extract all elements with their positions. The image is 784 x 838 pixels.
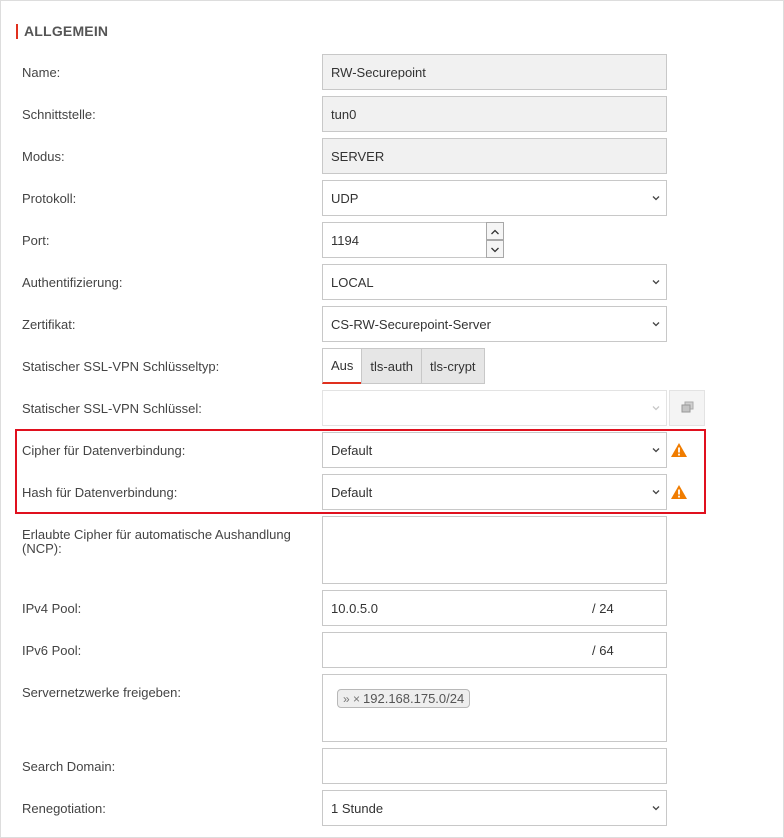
search-domain-input[interactable] (322, 748, 667, 784)
zertifikat-label: Zertifikat: (22, 317, 76, 332)
section-header (16, 22, 108, 40)
port-stepper (322, 222, 504, 258)
ipv4-pool-label: IPv4 Pool: (22, 601, 82, 616)
protokoll-select[interactable] (322, 180, 667, 216)
ncp-label (22, 528, 291, 556)
ncp-cipher-input[interactable] (322, 516, 667, 584)
name-value: RW-Securepoint (331, 64, 426, 80)
schnittstelle-label: Schnittstelle: (22, 107, 96, 122)
network-tag[interactable] (337, 689, 470, 708)
schluesseltyp-toggle (322, 348, 484, 384)
cipher-select[interactable] (322, 432, 667, 468)
ncp-label-line1: Erlaubte Cipher für automatische Aushandlung (22, 527, 291, 542)
port-value: 1194 (331, 232, 359, 248)
protokoll-label: Protokoll: (22, 191, 77, 206)
authentifizierung-value: LOCAL (331, 274, 374, 290)
zertifikat-value: CS-RW-Securepoint-Server (331, 316, 491, 332)
modus-label: Modus: (22, 149, 65, 164)
protokoll-value: UDP (331, 190, 359, 206)
copy-key-button[interactable] (669, 390, 705, 426)
hash-value: Default (331, 484, 373, 500)
renegotiation-value: 1 Stunde (331, 800, 384, 816)
hash-select[interactable] (322, 474, 667, 510)
renegotiation-label: Renegotiation: (22, 801, 106, 816)
schluesseltyp-label: Statischer SSL-VPN Schlüsseltyp: (22, 359, 220, 374)
ipv6-pool-label: IPv6 Pool: (22, 643, 82, 658)
warning-triangle-icon (670, 484, 688, 500)
chevron-down-icon (490, 242, 500, 257)
tag-expand-remove-icon[interactable]: » × (343, 691, 361, 706)
ipv6-pool-input[interactable] (322, 632, 667, 668)
port-label: Port: (22, 233, 50, 248)
network-tag-label: 192.168.175.0/24 (363, 691, 465, 706)
ipv4-prefix-suffix: / 24 (592, 600, 614, 616)
servernetzwerke-label: Servernetzwerke freigeben: (22, 685, 181, 700)
ncp-label-line2: (NCP): (22, 541, 62, 556)
servernetzwerke-input[interactable] (322, 674, 667, 742)
hash-label: Hash für Datenverbindung: (22, 485, 178, 500)
port-increment-button[interactable] (486, 222, 504, 240)
chevron-down-icon (652, 194, 660, 202)
warning-triangle-icon (670, 442, 688, 458)
ipv6-prefix-suffix: / 64 (592, 642, 614, 658)
schluessel-label: Statischer SSL-VPN Schlüssel: (22, 401, 202, 416)
authentifizierung-label: Authentifizierung: (22, 275, 123, 290)
cipher-label: Cipher für Datenverbindung: (22, 443, 186, 458)
chevron-up-icon (490, 224, 500, 239)
chevron-down-icon (652, 278, 660, 286)
schnittstelle-value: tun0 (331, 106, 357, 122)
ipv4-pool-value: 10.0.5.0 (331, 600, 378, 616)
schluesseltyp-option-aus[interactable]: Aus (322, 348, 362, 384)
schluesseltyp-option-tls-auth[interactable]: tls-auth (361, 348, 422, 384)
chevron-down-icon (652, 404, 660, 412)
section-accent-bar (16, 24, 18, 39)
chevron-down-icon (652, 446, 660, 454)
cipher-value: Default (331, 442, 373, 458)
section-title: ALLGEMEIN (24, 23, 109, 39)
chevron-down-icon (652, 488, 660, 496)
chevron-down-icon (652, 320, 660, 328)
modus-field[interactable] (322, 138, 667, 174)
schnittstelle-field[interactable] (322, 96, 667, 132)
zertifikat-select[interactable] (322, 306, 667, 342)
schluesseltyp-option-tls-crypt[interactable]: tls-crypt (421, 348, 485, 384)
modus-value: SERVER (331, 148, 385, 164)
port-decrement-button[interactable] (486, 240, 504, 258)
renegotiation-select[interactable] (322, 790, 667, 826)
chevron-down-icon (652, 804, 660, 812)
name-label: Name: (22, 65, 61, 80)
ipv4-pool-input[interactable] (322, 590, 667, 626)
schluessel-select[interactable] (322, 390, 667, 426)
authentifizierung-select[interactable] (322, 264, 667, 300)
port-input[interactable] (322, 222, 486, 258)
search-domain-label: Search Domain: (22, 759, 116, 774)
copy-icon (681, 401, 694, 416)
name-field[interactable] (322, 54, 667, 90)
